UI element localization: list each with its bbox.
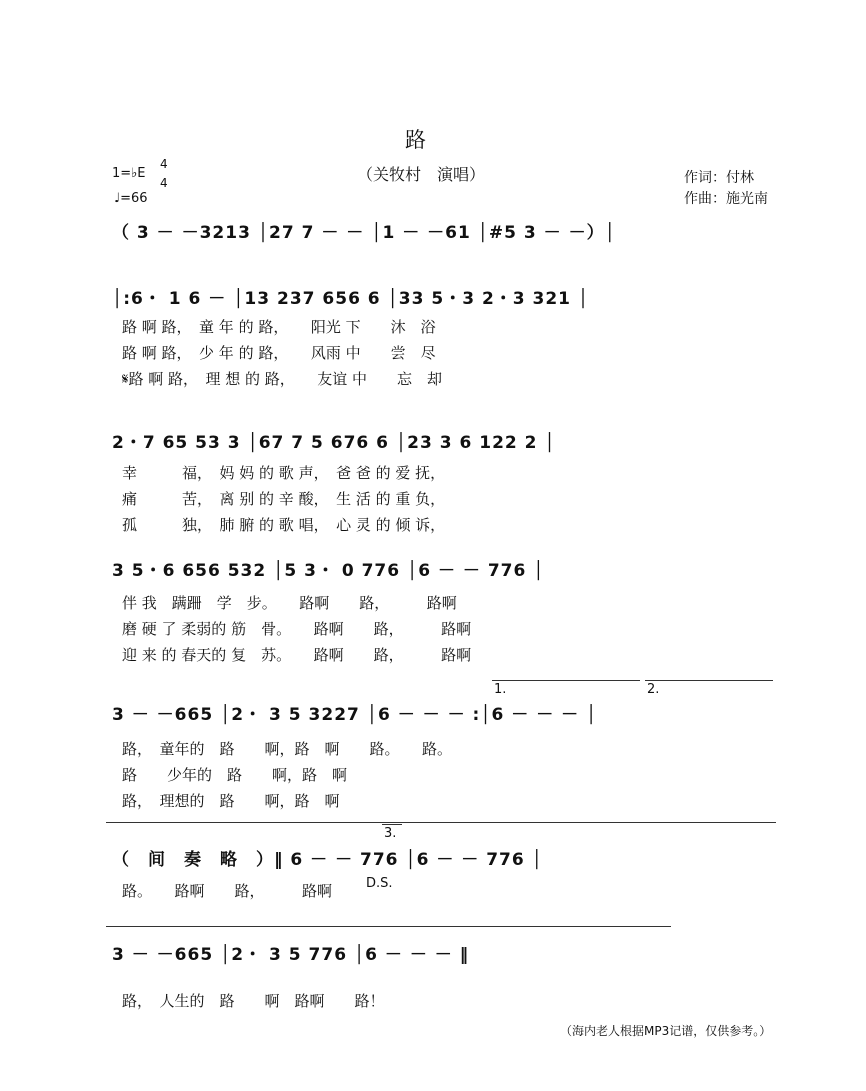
notation-line: （ 3 － －3213 │27 7 － － │1 － －61 │#5 3 － －）│ (112, 223, 616, 243)
page-title: 路 (405, 128, 426, 152)
tempo-value: =66 (120, 191, 148, 206)
staff-rule (382, 824, 402, 825)
notation-line: 2・7 65 53 3 │67 7 5 676 6 │23 3 6 122 2 │ (112, 433, 556, 453)
lyric-line: 路 啊 路， 童 年 的 路， 阳光 下 沐 浴 (122, 318, 436, 336)
time-signature-top: 4 (160, 157, 168, 171)
lyricist-credit: 作词：付林 (684, 170, 754, 186)
lyric-line: 路。 路啊 路， 路啊 (122, 882, 333, 900)
tempo-marking: ♩=66 (114, 191, 148, 206)
volta-bracket-label: 2. (647, 682, 660, 697)
lyric-line: 路， 理想的 路 啊，路 啊 (122, 792, 340, 810)
lyric-line: 磨 硬 了 柔弱的 筋 骨。 路啊 路， 路啊 (122, 620, 472, 638)
composer-credit: 作曲：施光南 (684, 191, 768, 207)
time-signature-bottom: 4 (160, 176, 168, 190)
lyric-line: 伴 我 蹒跚 学 步。 路啊 路， 路啊 (122, 594, 457, 612)
lyric-line: 𝄋路 啊 路， 理 想 的 路， 友谊 中 忘 却 (122, 370, 443, 388)
lyric-line: 路 少年的 路 啊，路 啊 (122, 766, 348, 784)
subtitle: （关牧村 演唱） (357, 165, 486, 184)
staff-rule (106, 822, 776, 823)
volta-bracket-label: 1. (494, 682, 507, 697)
lyric-line: 路， 人生的 路 啊 路啊 路！ (122, 992, 385, 1010)
staff-rule (106, 926, 671, 927)
dal-segno-marking: D.S. (366, 876, 393, 891)
lyric-line: 路， 童年的 路 啊，路 啊 路。 路。 (122, 740, 453, 758)
lyric-line: 痛 苦， 离 别 的 辛 酸， 生 活 的 重 负， (122, 490, 446, 508)
lyric-line: 幸 福， 妈 妈 的 歌 声， 爸 爸 的 爱 抚， (122, 464, 446, 482)
notation-line: （ 间 奏 略 ）‖ 6 － － 776 │6 － － 776 │ (112, 850, 543, 870)
notation-line: │:6・ 1 6 － │13 237 656 6 │33 5・3 2・3 321 │ (112, 289, 590, 309)
lyric-line: 迎 来 的 春天的 复 苏。 路啊 路， 路啊 (122, 646, 472, 664)
staff-rule (492, 680, 640, 681)
notation-line: 3 5・6 656 532 │5 3・ 0 776 │6 － － 776 │ (112, 561, 545, 581)
lyric-line: 路 啊 路， 少 年 的 路， 风雨 中 尝 尽 (122, 344, 436, 362)
notation-line: 3 － －665 │2・ 3 5 3227 │6 － － － :│6 － － － │ (112, 705, 598, 725)
staff-rule (645, 680, 773, 681)
volta-bracket-label: 3. (384, 826, 397, 841)
footnote: （海内老人根据MP3记谱，仅供参考。） (560, 1024, 772, 1038)
lyric-line: 孤 独， 肺 腑 的 歌 唱， 心 灵 的 倾 诉， (122, 516, 446, 534)
notation-line: 3 － －665 │2・ 3 5 776 │6 － － － ‖ (112, 945, 470, 965)
key-signature: 1=♭E (112, 166, 146, 181)
